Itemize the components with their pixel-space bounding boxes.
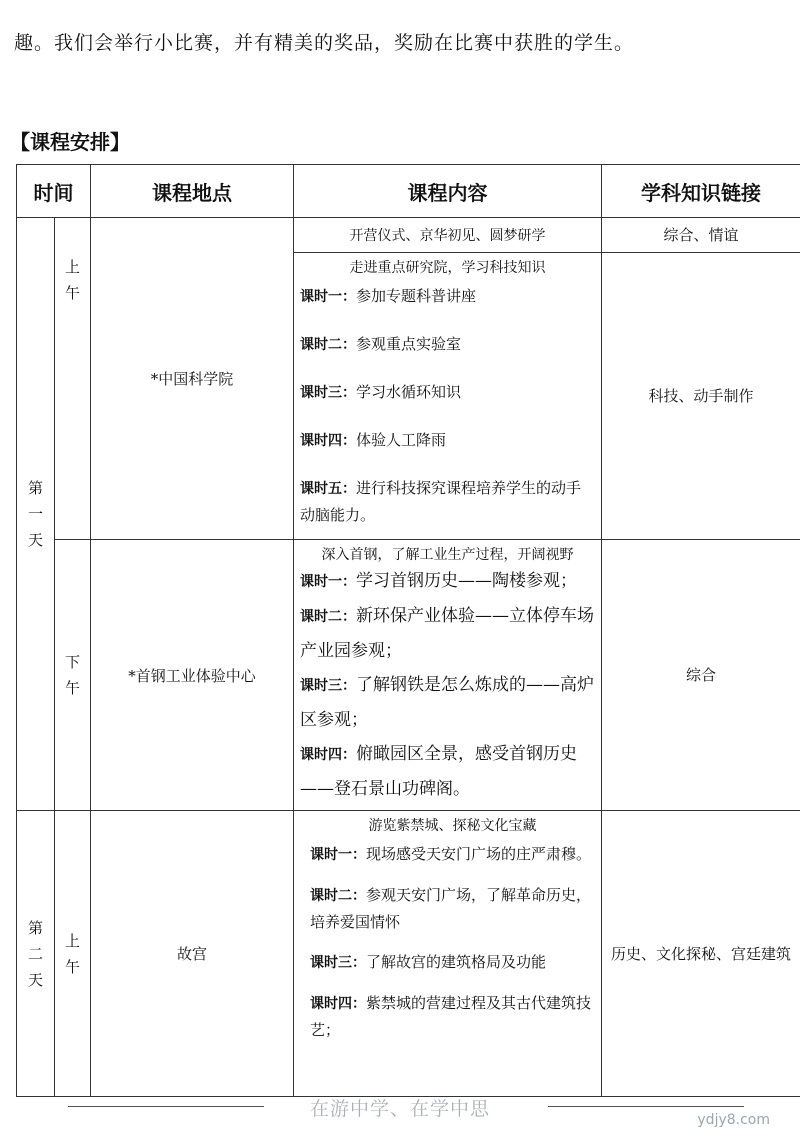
link-shougang: 综合 xyxy=(602,540,800,811)
content-palace xyxy=(294,811,602,1097)
header-content: 课程内容 xyxy=(294,165,602,218)
header-location: 课程地点 xyxy=(91,165,294,218)
link-cas: 科技、动手制作 xyxy=(602,253,800,540)
day-label-day1: 第 一 天 xyxy=(17,218,55,811)
lesson-item: 课时二：参观重点实验室 xyxy=(300,335,462,353)
period-day1-am: 上 午 xyxy=(55,218,91,540)
lesson-item: 课时一：学习首钢历史——陶楼参观； xyxy=(300,571,577,591)
period-day1-pm: 下 午 xyxy=(55,540,91,811)
table-row xyxy=(17,540,800,811)
content-heading: 深入首钢，了解工业生产过程，开阔视野 xyxy=(321,547,574,563)
header-time: 时间 xyxy=(17,165,91,218)
intro-text: 趣。我们会举行小比赛，并有精美的奖品，奖励在比赛中获胜的学生。 xyxy=(14,32,635,54)
lesson-item: 课时四：紫禁城的营建过程及其古代建筑技艺； xyxy=(310,994,592,1039)
site-watermark: ydjy8.com xyxy=(697,1112,770,1128)
lesson-item: 课时四：俯瞰园区全景，感受首钢历史——登石景山功碑阁。 xyxy=(300,744,577,799)
lesson-item: 课时五：进行科技探究课程培养学生的动手动脑能力。 xyxy=(300,479,582,524)
location-shougang: *首钢工业体验中心 xyxy=(91,540,294,811)
table-header-row xyxy=(17,165,800,218)
link-palace: 历史、文化探秘、宫廷建筑 xyxy=(602,811,800,1097)
lesson-item: 课时三：学习水循环知识 xyxy=(300,383,462,401)
day-label-day2: 第 二 天 xyxy=(17,811,55,1097)
section-title: 【课程安排】 xyxy=(10,130,130,154)
lesson-item: 课时三：了解钢铁是怎么炼成的——高炉区参观； xyxy=(300,675,594,730)
period-day2-am: 上 午 xyxy=(55,811,91,1097)
content-heading: 游览紫禁城、探秘文化宝藏 xyxy=(368,818,537,834)
location-palace: 故宫 xyxy=(91,811,294,1097)
lesson-item: 课时二：新环保产业体验——立体停车场产业园参观； xyxy=(300,606,594,661)
lesson-item: 课时一：现场感受天安门广场的庄严肃穆。 xyxy=(310,845,592,863)
link-opening: 综合、情谊 xyxy=(602,218,800,253)
footer-slogan: 在游中学、在学中思 xyxy=(309,1098,490,1120)
location-cas: *中国科学院 xyxy=(91,218,294,540)
schedule-table xyxy=(16,164,800,1097)
content-opening: 开营仪式、京华初见、圆梦研学 xyxy=(294,218,602,253)
content-heading: 走进重点研究院，学习科技知识 xyxy=(349,260,546,276)
lesson-item: 课时二：参观天安门广场，了解革命历史，培养爱国情怀 xyxy=(310,886,592,931)
header-subject-link: 学科知识链接 xyxy=(602,165,800,218)
lesson-item: 课时一：参加专题科普讲座 xyxy=(300,287,477,305)
lesson-item: 课时三：了解故宫的建筑格局及功能 xyxy=(310,953,547,971)
table-row xyxy=(17,811,800,1097)
table-row xyxy=(17,218,800,253)
content-shougang xyxy=(294,540,602,811)
content-cas xyxy=(294,253,602,540)
lesson-item: 课时四：体验人工降雨 xyxy=(300,431,447,449)
